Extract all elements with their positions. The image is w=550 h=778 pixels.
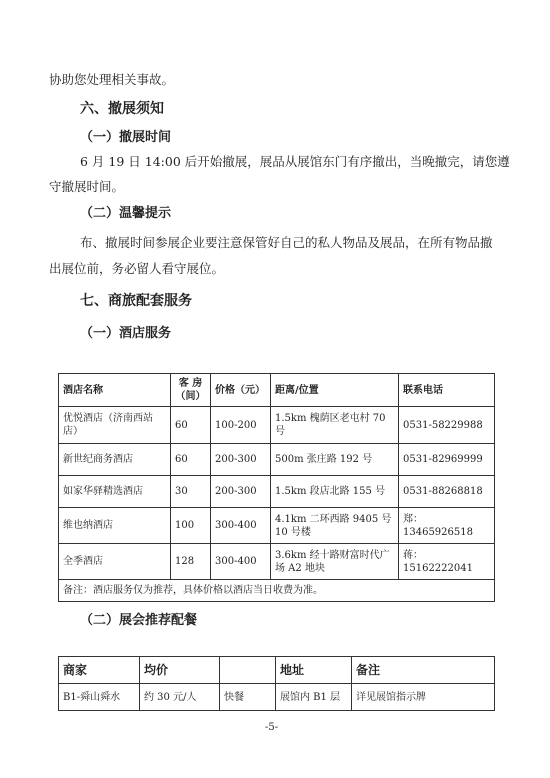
table-cell: 300-400 <box>211 508 271 544</box>
table-header: 酒店名称 <box>59 374 171 407</box>
subsection-heading: （一）撤展时间 <box>80 130 172 145</box>
table-cell: 200-300 <box>211 444 271 476</box>
table-cell: 0531-58229988 <box>399 407 495 444</box>
table-header: 距离/位置 <box>271 374 399 407</box>
table-header: 地址 <box>276 657 352 684</box>
hotel-table <box>58 373 495 602</box>
table-row <box>59 684 495 711</box>
paragraph-line: 6 月 19 日 14:00 后开始撤展，展品从展馆东门有序撤出，当晚撤完，请您遵 <box>80 154 510 169</box>
table-cell: 60 <box>171 444 211 476</box>
table-cell: 500m 张庄路 192 号 <box>271 444 399 476</box>
food-table <box>58 656 495 711</box>
table-header: 商家 <box>59 657 140 684</box>
table-header: 客 房（间） <box>171 374 211 407</box>
table-cell: 200-300 <box>211 476 271 508</box>
table-cell: 维也纳酒店 <box>59 508 171 544</box>
table-row <box>59 407 495 444</box>
table-cell: 详见展馆指示牌 <box>352 684 495 711</box>
subsection-heading: （二）温馨提示 <box>80 206 172 221</box>
table-row <box>59 544 495 580</box>
table-cell: 全季酒店 <box>59 544 171 580</box>
paragraph-line: 守撤展时间。 <box>49 179 125 194</box>
table-header: 均价 <box>140 657 220 684</box>
table-cell: 300-400 <box>211 544 271 580</box>
table-header <box>220 657 276 684</box>
table-row <box>59 444 495 476</box>
page-number: -5- <box>265 722 279 733</box>
subsection-heading: （一）酒店服务 <box>80 326 172 341</box>
table-cell: 100-200 <box>211 407 271 444</box>
table-cell: B1-舜山舜水 <box>59 684 140 711</box>
table-cell: 4.1km 二环西路 9405 号 10 号楼 <box>271 508 399 544</box>
table-cell: 0531-82969999 <box>399 444 495 476</box>
table-cell: 0531-88268818 <box>399 476 495 508</box>
table-cell: 3.6km 经十路财富时代广场 A2 地块 <box>271 544 399 580</box>
table-header: 价格（元） <box>211 374 271 407</box>
table-header: 备注 <box>352 657 495 684</box>
table-cell: 优悦酒店（济南西站店） <box>59 407 171 444</box>
paragraph-line: 出展位前，务必留人看守展位。 <box>49 261 225 276</box>
table-cell: 郑：13465926518 <box>399 508 495 544</box>
table-cell: 展馆内 B1 层 <box>276 684 352 711</box>
table-note: 备注：酒店服务仅为推荐，具体价格以酒店当日收费为准。 <box>59 580 495 602</box>
table-cell: 128 <box>171 544 211 580</box>
table-cell: 如家华驿精选酒店 <box>59 476 171 508</box>
table-note-row <box>59 580 495 602</box>
section-heading: 七、商旅配套服务 <box>80 293 192 309</box>
table-row <box>59 508 495 544</box>
table-cell: 100 <box>171 508 211 544</box>
section-heading: 六、撤展须知 <box>80 101 164 117</box>
table-cell: 新世纪商务酒店 <box>59 444 171 476</box>
table-header-row <box>59 374 495 407</box>
table-row <box>59 476 495 508</box>
table-cell: 30 <box>171 476 211 508</box>
table-cell: 约 30 元/人 <box>140 684 220 711</box>
table-header: 联系电话 <box>399 374 495 407</box>
table-cell: 1.5km 段店北路 155 号 <box>271 476 399 508</box>
table-cell: 1.5km 槐荫区老屯村 70 号 <box>271 407 399 444</box>
table-cell: 蒋：15162222041 <box>399 544 495 580</box>
table-cell: 快餐 <box>220 684 276 711</box>
paragraph-line: 布、撤展时间参展企业要注意保管好自己的私人物品及展品，在所有物品撤 <box>80 235 493 250</box>
subsection-heading: （二）展会推荐配餐 <box>80 613 198 628</box>
paragraph-line: 协助您处理相关事故。 <box>49 72 175 87</box>
table-cell: 60 <box>171 407 211 444</box>
table-header-row <box>59 657 495 684</box>
